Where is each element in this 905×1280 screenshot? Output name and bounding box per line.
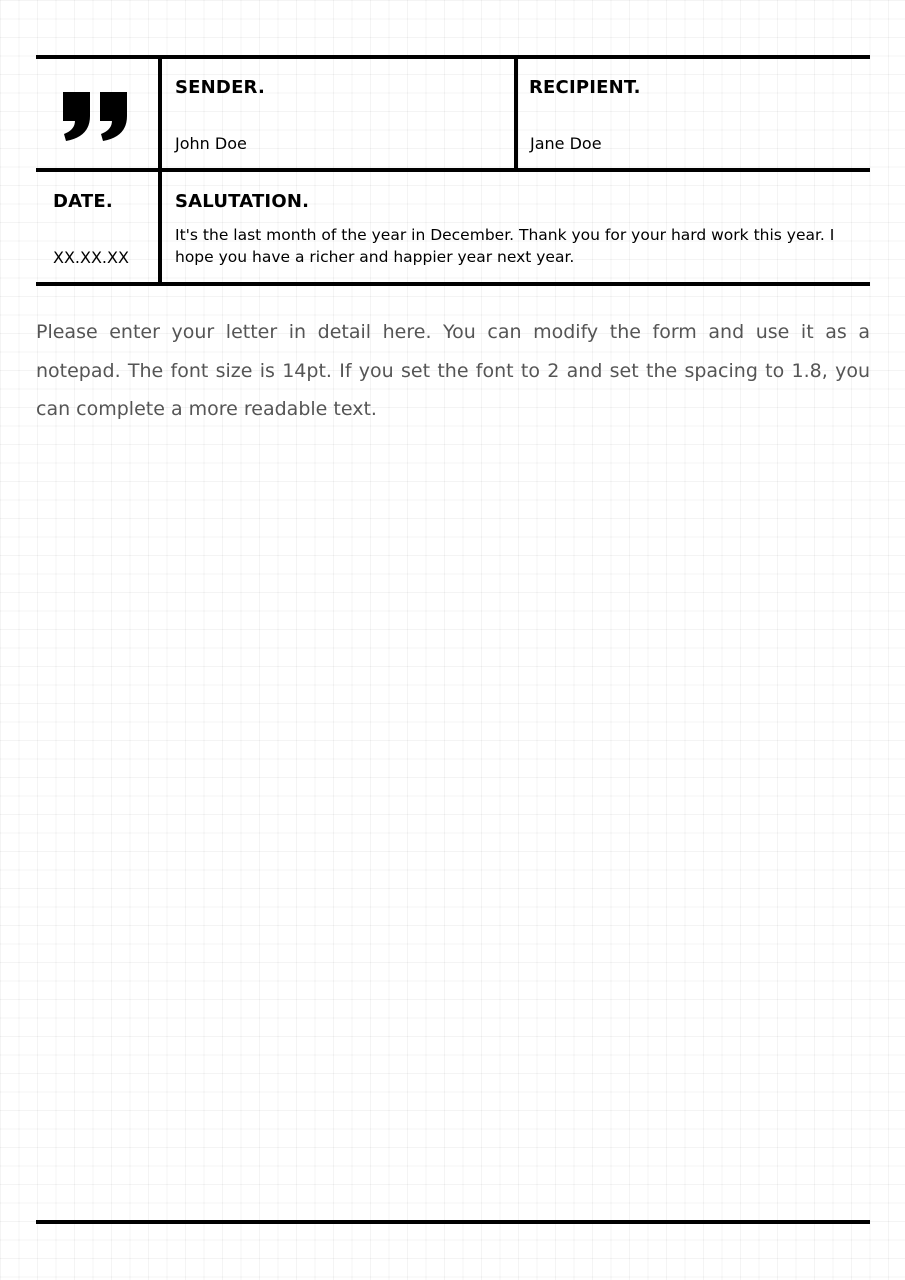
date-value: XX.XX.XX: [53, 248, 129, 267]
recipient-label: RECIPIENT.: [529, 77, 641, 98]
letter-body-text: Please enter your letter in detail here. You can modify the form and use it as a notepad. The font size is 14pt. If you set the font to 2 and set the spacing to 1.8, you can complete a more readable text.: [36, 321, 870, 420]
header-left-divider: [158, 55, 162, 286]
recipient-name: Jane Doe: [530, 134, 602, 153]
date-label: DATE.: [53, 191, 113, 212]
closing-quote-icon: [60, 90, 130, 142]
sender-name: John Doe: [175, 134, 247, 153]
salutation-text: It's the last month of the year in December. Thank you for your hard work this year. I hope you have a richer and happier year next year.: [175, 226, 835, 266]
sender-label: SENDER.: [175, 77, 265, 98]
header-sender-recipient-divider: [514, 55, 518, 172]
salutation-label: SALUTATION.: [175, 191, 310, 212]
footer-rule: [36, 1220, 870, 1224]
